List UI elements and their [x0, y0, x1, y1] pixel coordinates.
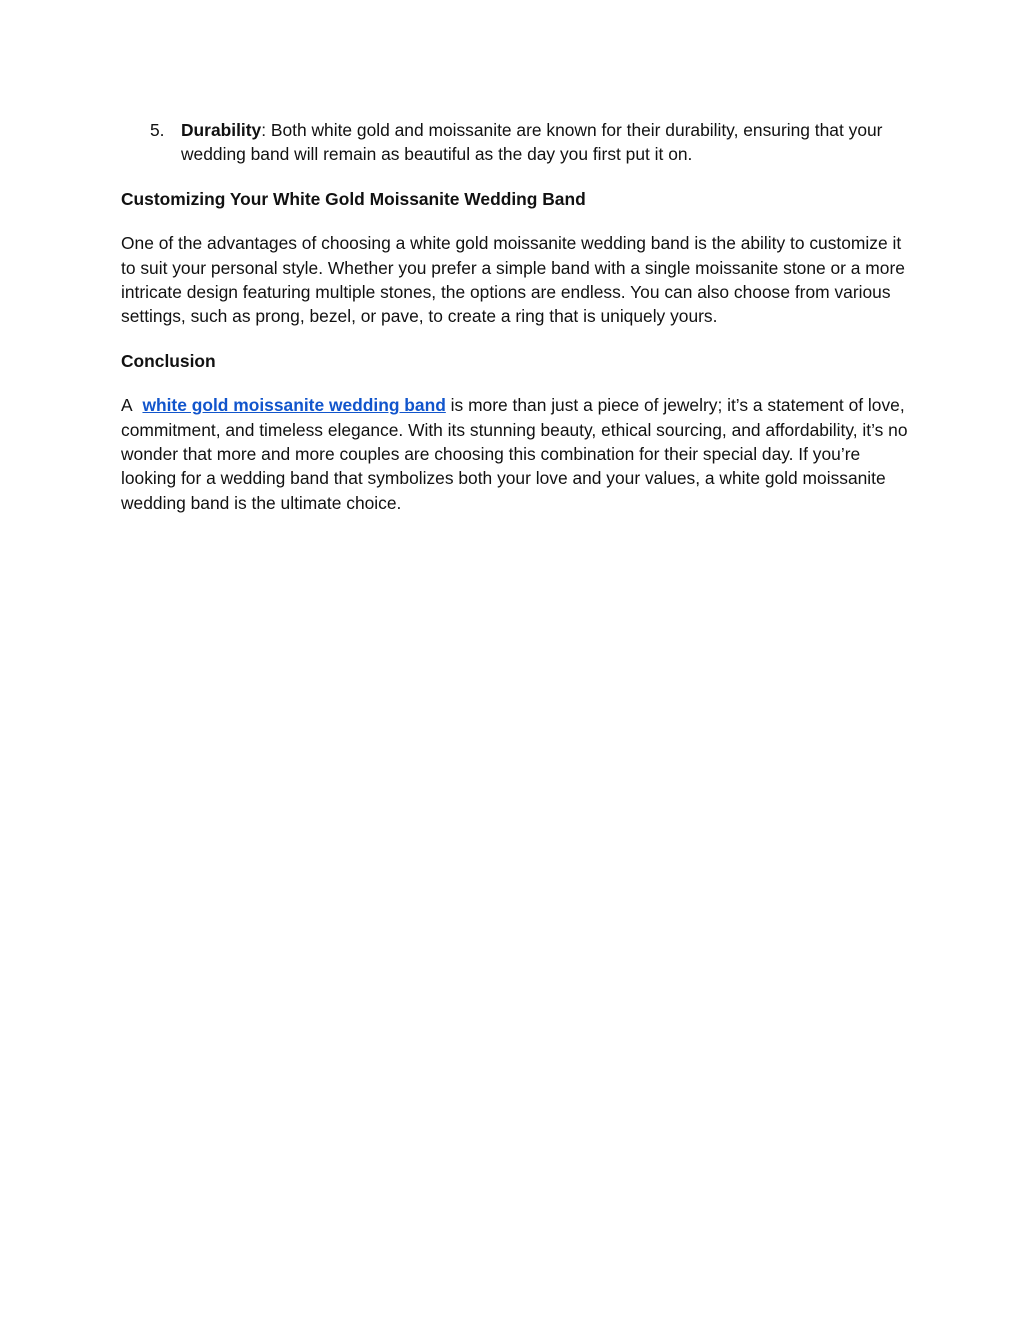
customizing-heading: Customizing Your White Gold Moissanite Wedding Band: [121, 188, 586, 209]
conclusion-lead: A: [121, 395, 133, 416]
conclusion-rest: is more than just a piece of jewelry; it’s a statement of love, commitment, and timeless elegance. With its stunning beauty, ethical sourcing, and affordability, it’s no wonder that more and more couples are choosing this combination for their special day. If you’re looking for a wedding band that symbolizes both your love and your values, a white gold moissanite wedding band is the ultimate choice.: [121, 395, 908, 513]
wedding-band-link[interactable]: white gold moissanite wedding band: [142, 395, 446, 416]
document-page: [121, 118, 911, 515]
conclusion-heading: Conclusion: [121, 350, 216, 371]
customizing-paragraph: One of the advantages of choosing a white gold moissanite wedding band is the ability to customize it to suit your personal style. Whether you prefer a simple band with a single moissanite stone or a more intricate design featuring multiple stones, the options are endless. You can also choose from various settings, such as prong, bezel, or pave, to create a ring that is uniquely yours.: [121, 233, 905, 327]
list-text: : Both white gold and moissanite are known for their durability, ensuring that your wedding band will remain as beautiful as the day you first put it on.: [181, 120, 883, 165]
list-item-durability: [121, 118, 911, 167]
list-number: 5.: [150, 120, 165, 140]
list-content: [181, 118, 911, 167]
conclusion-paragraph: [121, 393, 911, 515]
list-term: Durability: [181, 120, 262, 140]
